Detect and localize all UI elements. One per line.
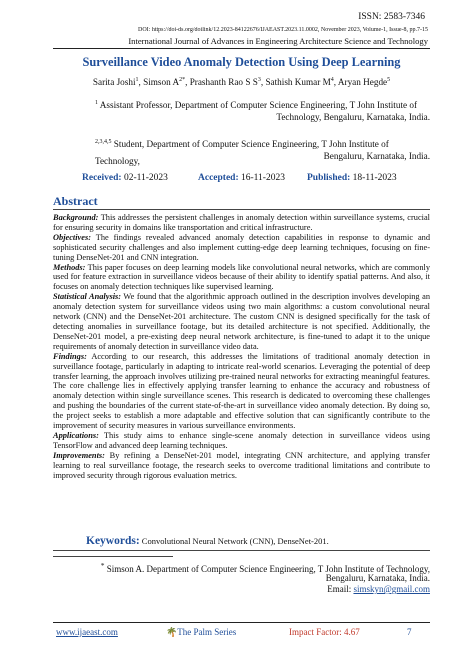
abstract-paragraph (53, 263, 430, 293)
series-name (166, 627, 236, 638)
author-name: Aryan Hegde (337, 77, 388, 88)
section-label: Methods: (53, 262, 86, 272)
abstract-heading: Abstract (53, 194, 98, 208)
received-date (82, 173, 168, 183)
abstract-paragraph (53, 292, 430, 351)
published-date (307, 173, 397, 183)
affiliation-sup: 2,3,4,5 (95, 139, 112, 145)
page-number: 7 (407, 627, 412, 637)
author-sep: , (260, 77, 266, 88)
keywords-text: Convolutional Neural Network (CNN), DenseNet-201. (139, 536, 329, 546)
abstract-paragraph (53, 233, 430, 263)
keywords-label: Keywords: (86, 535, 140, 547)
section-text: We found that the algorithmic approach outlined in the description involves developing an anomaly detection system for surveillance videos using two main algorithms: a custom convolutional neural network (CNN) and the DenseNet-201 architecture. The custom CNN is designed specifically for the task of detecting anomalies in surveillance footage, but its detailed architecture is not specified. Additionally, the DenseNet-201 model, a pre-existing deep neural network architecture, is fine-tuned to adapt it to the unique requirements of anomaly detection in surveillance video data. (53, 292, 430, 351)
affiliation-text: Student, Department of Computer Science Engineering, T John Institute of Technology, (95, 139, 389, 167)
section-text: The findings revealed advanced anomaly detection capabilities in response to dynamic and sophisticated security challenges and also implement cutting-edge deep learning techniques, focusing on fine-tuning DenseNet-201 and CNN integration. (53, 232, 430, 262)
section-label: Background: (53, 213, 99, 222)
keywords-divider (53, 550, 430, 551)
footnote-email (327, 584, 430, 594)
section-text: This addresses the persistent challenges in anomaly detection within surveillance systems, crucial for ensuring security in domains like transportation and critical infrastructure. (53, 213, 430, 232)
footnote-line-2: Bengaluru, Karnataka, India. (325, 573, 430, 583)
doi-line[interactable]: DOI: https://doi-ds.org/doilink/12.2023-84122676/IJAEAST.2023.11.0002, November 2023, Volume-1, Issue-8, pp.7-15 (138, 27, 428, 33)
affiliation-text: Assistant Professor, Department of Computer Science Engineering, T John Institute of (99, 100, 418, 111)
author-list (53, 77, 430, 87)
author-name: Simson A (143, 77, 180, 88)
impact-factor: Impact Factor: 4.67 (289, 627, 360, 637)
abstract-paragraph (53, 213, 430, 233)
section-label: Statistical Analysis: (53, 292, 122, 302)
author-sep: , (138, 77, 144, 88)
issn: ISSN: 2583-7346 (358, 12, 425, 22)
author-name: Sarita Joshi (92, 77, 136, 88)
author-name: Prashanth Rao S S (189, 77, 258, 88)
affiliation-2-line2: Bengaluru, Karnataka, India. (323, 151, 430, 161)
published-label: Published: (307, 173, 351, 183)
section-label: Applications: (53, 430, 99, 440)
author-name: Sathish Kumar M (265, 77, 331, 88)
author-sep: , (333, 77, 338, 88)
section-text: By refining a DenseNet-201 model, integrating CNN architecture, and applying transfer learning to real surveillance footage, the research seeks to overcome traditional limitations and contribute to improved security through rigorous evaluation metrics. (53, 450, 430, 480)
published-value: 18-11-2023 (352, 173, 397, 183)
footnote-sup: * (100, 561, 105, 570)
accepted-date (198, 173, 285, 183)
abstract-divider (53, 209, 430, 210)
abstract-body (53, 213, 430, 480)
section-text: According to our research, this addresses the limitations of traditional anomaly detection in surveillance footage, particularly in adapting to intricate real-world scenarios. Leveraging the potential of deep transfer learning, the approach involves utilizing pre-trained neural networks for extracting meaningful features. The core challenge lies in effectively applying transfer learning to enhance the accuracy and robustness of anomaly detection within single surveillance scenes. This research is dedicated to overcoming these challenges and pushing the boundaries of the current state-of-the-art in surveillance video anomaly detection. By doing so, the project seeks to establish a more adaptable and effective solution that can significantly contribute to the improvement of security measures in various surveillance environments. (53, 351, 430, 431)
email-label: Email: (327, 584, 354, 594)
section-label: Improvements: (53, 450, 105, 460)
author-sup: 1 (135, 77, 139, 83)
affiliation-sup: 1 (95, 100, 98, 106)
accepted-label: Accepted: (198, 173, 239, 183)
series-label: The Palm Series (177, 627, 237, 637)
footer-divider (53, 622, 430, 623)
affiliation-1-line2: Technology, Bengaluru, Karnataka, India. (276, 112, 430, 122)
section-label: Objectives: (53, 232, 91, 242)
abstract-paragraph (53, 451, 430, 481)
author-sup: 5 (387, 77, 391, 83)
footnote-divider (53, 556, 173, 557)
section-label: Findings: (53, 351, 87, 361)
received-value: 02-11-2023 (123, 173, 168, 183)
abstract-paragraph (53, 431, 430, 451)
header-divider (53, 48, 430, 49)
author-sup: 3 (257, 77, 261, 83)
accepted-value: 16-11-2023 (241, 173, 285, 183)
section-text: This study aims to enhance single-scene anomaly detection in surveillance videos using TensorFlow and advanced deep learning techniques. (53, 430, 430, 450)
journal-url-link[interactable]: www.ijaeast.com (56, 627, 118, 637)
email-link[interactable]: simskyn@gmail.com (353, 584, 430, 594)
received-label: Received: (82, 173, 122, 183)
author-sup: 2* (179, 77, 186, 83)
abstract-paragraph (53, 352, 430, 431)
keywords (86, 535, 329, 547)
section-text: This paper focuses on deep learning models like convolutional neural networks, which are commonly used for feature extraction in surveillance videos because of their ability to identify spatial patterns. And also, it focuses on anomaly detection techniques like supervised learning. (53, 262, 430, 292)
author-sep: , (185, 77, 190, 88)
paper-title: Surveillance Video Anomaly Detection Using Deep Learning (82, 55, 401, 69)
palm-tree-icon: 🌴 (166, 627, 178, 637)
journal-name: International Journal of Advances in Engineering Architecture Science and Technology (128, 36, 428, 46)
author-sup: 4 (330, 77, 334, 83)
footnote-text: Simson A. Department of Computer Science Engineering, T John Institute of Technology, (106, 564, 430, 574)
